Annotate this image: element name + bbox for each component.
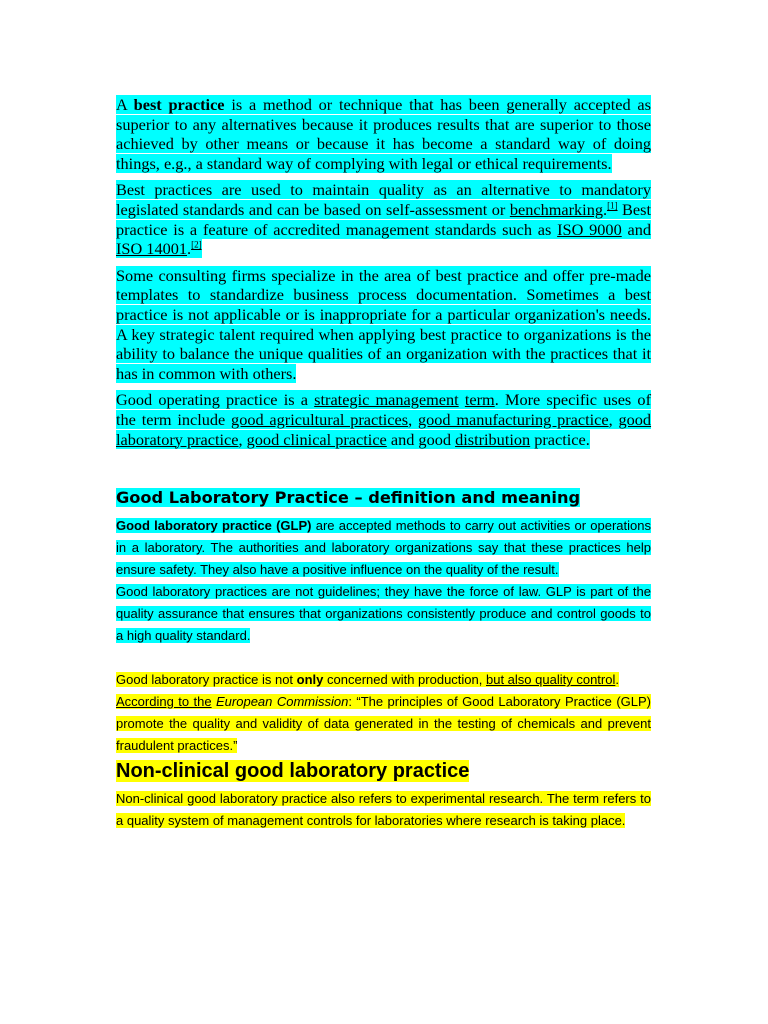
bold-term: Good laboratory practice (GLP) — [116, 518, 312, 534]
non-clinical-glp-heading — [116, 758, 651, 784]
glp-section — [116, 515, 651, 757]
text: : “The principles of Good Laboratory Practice (GLP) promote the quality and validity of data generated in the testing of chemicals and prevent fraudulent practices.” — [116, 694, 651, 754]
highlight: Non-clinical good laboratory practice also refers to experimental research. The term refers to a quality system of management controls for laboratories where research is taking place. — [116, 791, 651, 829]
text: Best practices are used to maintain quality as an alternative to mandatory legislated standards and can be based on self-assessment or — [116, 180, 651, 219]
glp-paragraph-1 — [116, 515, 651, 581]
distribution-link[interactable]: distribution — [455, 429, 531, 449]
best-practice-paragraph-3 — [116, 266, 651, 384]
good-manufacturing-practice-link[interactable]: good manufacturing practice — [417, 409, 609, 429]
italic-term: European Commission — [216, 694, 349, 710]
best-practice-paragraph-4 — [116, 390, 651, 449]
glp-paragraph-4 — [116, 691, 651, 757]
highlight — [116, 672, 619, 687]
iso-9000-link[interactable]: ISO 9000 — [557, 219, 622, 239]
text: , — [608, 409, 619, 429]
text: , — [408, 409, 418, 429]
best-practice-paragraph-1 — [116, 95, 651, 173]
glp-paragraph-2 — [116, 581, 651, 647]
quality-control-link[interactable]: but also quality control — [486, 672, 616, 688]
highlight — [116, 694, 651, 753]
text: Good laboratory practice is not — [116, 672, 297, 688]
spacer — [116, 647, 651, 669]
bold-word: only — [296, 672, 324, 688]
highlight: Some consulting firms specialize in the area of best practice and offer pre-made templates to standardize business process documentation. Sometimes a best practice is not applicable or is inappropriate for a particular organization's needs. A key strategic talent required when applying best practice to organizations is the ability to balance the unique qualities of an organization with the practices that it has in common with others. — [116, 265, 651, 383]
bold-term: best practice — [133, 95, 225, 114]
highlight — [116, 180, 651, 258]
text: is a method or technique that has been generally accepted as superior to any alternatives because it produces results that are superior to those achieved by other means or because it has become a standard way of doing things, e.g., a standard way of complying with legal or ethical requirements. — [116, 95, 651, 173]
text: . — [615, 672, 619, 688]
highlight: Good laboratory practices are not guidelines; they have the force of law. GLP is part of the quality assurance that ensures that organizations consistently produce and control goods to a high quality standard. — [116, 584, 651, 644]
highlight — [116, 518, 651, 577]
reference-link-1[interactable]: [1] — [607, 200, 618, 211]
highlight: Good Laboratory Practice – definition and meaning — [116, 488, 581, 508]
glp-paragraph-3 — [116, 669, 651, 691]
term-link[interactable]: term — [464, 390, 495, 410]
benchmarking-link[interactable]: benchmarking — [509, 199, 603, 219]
text: , — [238, 429, 247, 449]
highlight — [116, 390, 651, 448]
good-clinical-practice-link[interactable]: good clinical practice — [246, 429, 387, 449]
highlight — [116, 95, 651, 173]
text: concerned with production, — [323, 672, 486, 688]
text: and — [621, 219, 652, 239]
text: and good — [386, 429, 456, 449]
good-agricultural-practices-link[interactable]: good agricultural practices — [231, 409, 409, 429]
best-practice-section — [116, 95, 651, 449]
text: A — [116, 95, 134, 114]
iso-14001-link[interactable]: ISO 14001 — [116, 239, 188, 259]
text: . — [187, 239, 192, 259]
strategic-management-link[interactable]: strategic management — [314, 390, 459, 410]
best-practice-paragraph-2 — [116, 180, 651, 258]
text: are accepted methods to carry out activities or operations in a laboratory. The authorities and laboratory organizations say that these practices help ensure safety. They also have a positive influence on the quality of the result. — [116, 518, 651, 578]
good-laboratory-practice-link[interactable]: good laboratory practice — [116, 409, 652, 449]
non-clinical-glp-paragraph — [116, 788, 651, 832]
reference-link-2[interactable]: [2] — [191, 239, 202, 250]
highlight: Non-clinical good laboratory practice — [116, 760, 470, 783]
text: practice. — [530, 429, 590, 449]
according-to-link[interactable]: According to the — [116, 694, 212, 710]
document-page — [116, 95, 651, 832]
glp-heading — [116, 487, 651, 509]
text: . — [602, 199, 608, 219]
text: Best practice is a feature of accredited management standards such as — [116, 199, 651, 239]
text: . More specific uses of the term include — [116, 390, 651, 429]
text: Good operating practice is a — [116, 390, 315, 410]
non-clinical-glp-section — [116, 788, 651, 832]
